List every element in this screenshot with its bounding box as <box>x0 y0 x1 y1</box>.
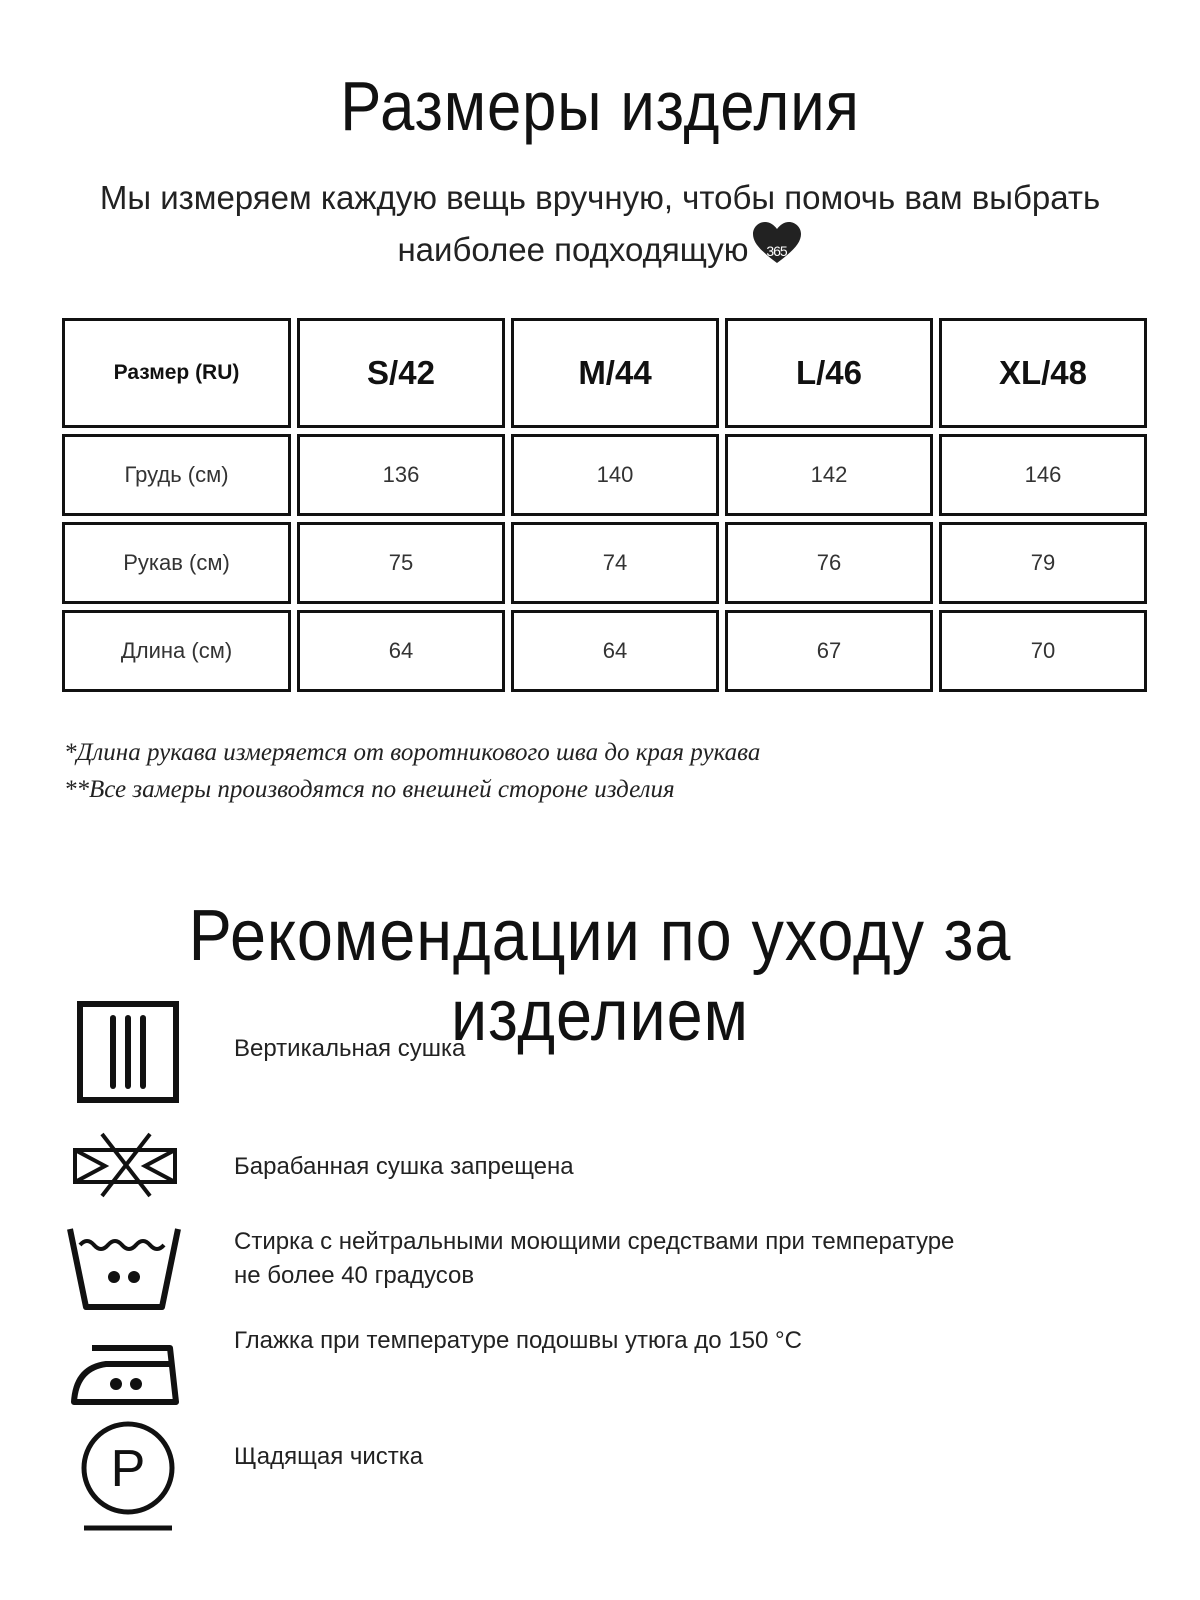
size-table-cell: 79 <box>939 522 1147 604</box>
care-text: Щадящая чистка <box>234 1443 424 1470</box>
size-table-cell: 64 <box>511 610 719 692</box>
size-table-cell: 142 <box>725 434 933 516</box>
size-table-row <box>62 434 1147 516</box>
size-table-row-label: Рукав (см) <box>62 522 291 604</box>
care-text: Вертикальная сушка <box>234 1035 466 1062</box>
care-text: Барабанная сушка запрещена <box>234 1153 574 1180</box>
size-section-title: Размеры изделия <box>340 67 860 145</box>
heart-365-icon <box>751 221 803 265</box>
size-table-header-cell: S/42 <box>297 318 505 428</box>
size-table-row <box>62 522 1147 604</box>
care-text: Глажка при температуре подошвы утюга до 150 °C <box>234 1327 802 1354</box>
size-table-cell: 64 <box>297 610 505 692</box>
size-table-cell: 76 <box>725 522 933 604</box>
note-outer-side: **Все замеры производятся по внешней стороне изделия <box>64 776 675 803</box>
size-table-row-label: Грудь (см) <box>62 434 291 516</box>
iron-150-icon <box>70 1340 180 1410</box>
care-text-line-2: не более 40 градусов <box>234 1262 475 1289</box>
size-table-cell: 67 <box>725 610 933 692</box>
size-table-header-cell: L/46 <box>725 318 933 428</box>
size-table-header-cell: Размер (RU) <box>62 318 291 428</box>
size-table-row <box>62 610 1147 692</box>
care-text-multiline <box>234 1225 1054 1293</box>
svg-text:P: P <box>110 1440 146 1498</box>
size-table-header-row <box>62 318 1147 428</box>
size-table-header-cell: M/44 <box>511 318 719 428</box>
size-table-row-label: Длина (см) <box>62 610 291 692</box>
care-section-title: Рекомендации по уходу за изделием <box>188 896 1012 1056</box>
size-section-subtitle <box>40 175 1160 273</box>
size-table-cell: 136 <box>297 434 505 516</box>
no-tumble-dry-icon <box>72 1130 178 1204</box>
subtitle-line-2 <box>40 221 1160 273</box>
size-table-header-cell: XL/48 <box>939 318 1147 428</box>
size-table-cell: 146 <box>939 434 1147 516</box>
size-table-cell: 70 <box>939 610 1147 692</box>
subtitle-line-1: Мы измеряем каждую вещь вручную, чтобы помочь вам выбрать <box>99 179 1101 216</box>
care-text-line-1: Стирка с нейтральными моющими средствами при температуре <box>234 1228 955 1255</box>
size-table <box>56 312 1153 698</box>
dry-clean-p-icon <box>76 1420 180 1536</box>
note-sleeve: *Длина рукава измеряется от воротникового шва до края рукава <box>64 739 761 766</box>
heart-badge-text: 365 <box>766 243 787 259</box>
size-table-cell: 74 <box>511 522 719 604</box>
size-table-cell: 140 <box>511 434 719 516</box>
measurement-notes <box>64 734 760 808</box>
size-table-cell: 75 <box>297 522 505 604</box>
line-dry-icon <box>76 1000 180 1108</box>
wash-40-icon <box>66 1225 182 1315</box>
subtitle-line-2-text: наиболее подходящую <box>397 231 749 268</box>
